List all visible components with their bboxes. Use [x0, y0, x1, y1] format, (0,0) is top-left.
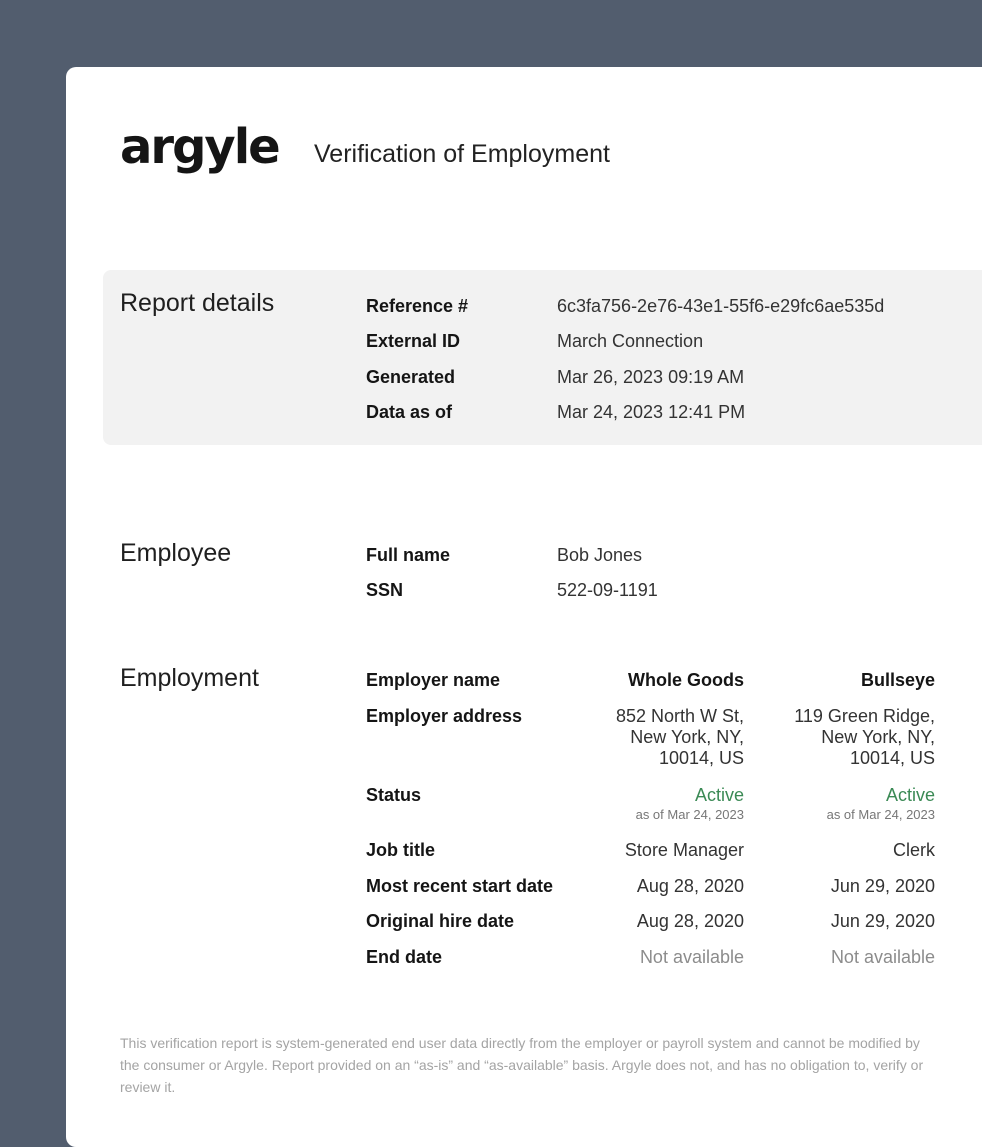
employer-2-original-hire: Jun 29, 2020 [830, 911, 935, 931]
employer-1-address [616, 706, 744, 769]
address-line: New York, NY, [630, 727, 744, 747]
disclaimer-footnote: This verification report is system-generated end user data directly from the employer or payroll system and cannot be modified by the consumer or Argyle. Report provided on an “as-is” and “as-available” basis. Argyle does not, and has no obligation to, verify or review it. [120, 1035, 924, 1095]
most-recent-start-label: Most recent start date [366, 876, 554, 896]
generated-label: Generated [366, 367, 456, 387]
employer-1-name: Whole Goods [628, 670, 744, 690]
generated-value: Mar 26, 2023 09:19 AM [557, 367, 745, 387]
employer-1-most-recent-start: Aug 28, 2020 [636, 876, 744, 896]
address-line: 10014, US [849, 748, 935, 768]
employer-2-job-title: Clerk [892, 840, 935, 860]
employee-heading: Employee [120, 539, 232, 567]
argyle-logo: argyle [120, 119, 279, 175]
reference-value: 6c3fa756-2e76-43e1-55f6-e29fc6ae535d [557, 296, 885, 316]
employer-2-end-date: Not available [830, 947, 935, 967]
employer-2-most-recent-start: Jun 29, 2020 [830, 876, 935, 896]
status-as-of: as of Mar 24, 2023 [826, 807, 935, 822]
employer-2-status [827, 785, 935, 822]
employer-name-label: Employer name [366, 670, 501, 690]
external-id-value: March Connection [557, 331, 704, 351]
ssn-label: SSN [366, 580, 404, 600]
address-line: 119 Green Ridge, [794, 706, 935, 726]
employer-1-job-title: Store Manager [624, 840, 744, 860]
status-as-of: as of Mar 24, 2023 [635, 807, 744, 822]
data-as-of-label: Data as of [366, 402, 453, 422]
end-date-label: End date [366, 947, 443, 967]
address-line: 852 North W St, [615, 706, 744, 726]
status-active: Active [885, 785, 935, 805]
employer-1-status [636, 785, 744, 822]
address-line: New York, NY, [821, 727, 935, 747]
job-title-label: Job title [366, 840, 436, 860]
address-line: 10014, US [658, 748, 744, 768]
employer-1-end-date: Not available [639, 947, 744, 967]
status-active: Active [694, 785, 744, 805]
full-name-label: Full name [366, 545, 451, 565]
employer-2-name: Bullseye [860, 670, 935, 690]
document-title: Verification of Employment [314, 140, 610, 168]
data-as-of-value: Mar 24, 2023 12:41 PM [557, 402, 746, 422]
employer-1-original-hire: Aug 28, 2020 [636, 911, 744, 931]
original-hire-label: Original hire date [366, 911, 515, 931]
full-name-value: Bob Jones [557, 545, 643, 565]
status-label: Status [366, 785, 422, 805]
employer-2-address [794, 706, 935, 769]
ssn-value: 522-09-1191 [557, 580, 658, 600]
report-card [66, 67, 982, 1147]
employer-address-label: Employer address [366, 706, 523, 726]
employment-heading: Employment [120, 664, 259, 692]
reference-label: Reference # [366, 296, 469, 316]
external-id-label: External ID [366, 331, 461, 351]
report-details-heading: Report details [120, 289, 275, 317]
